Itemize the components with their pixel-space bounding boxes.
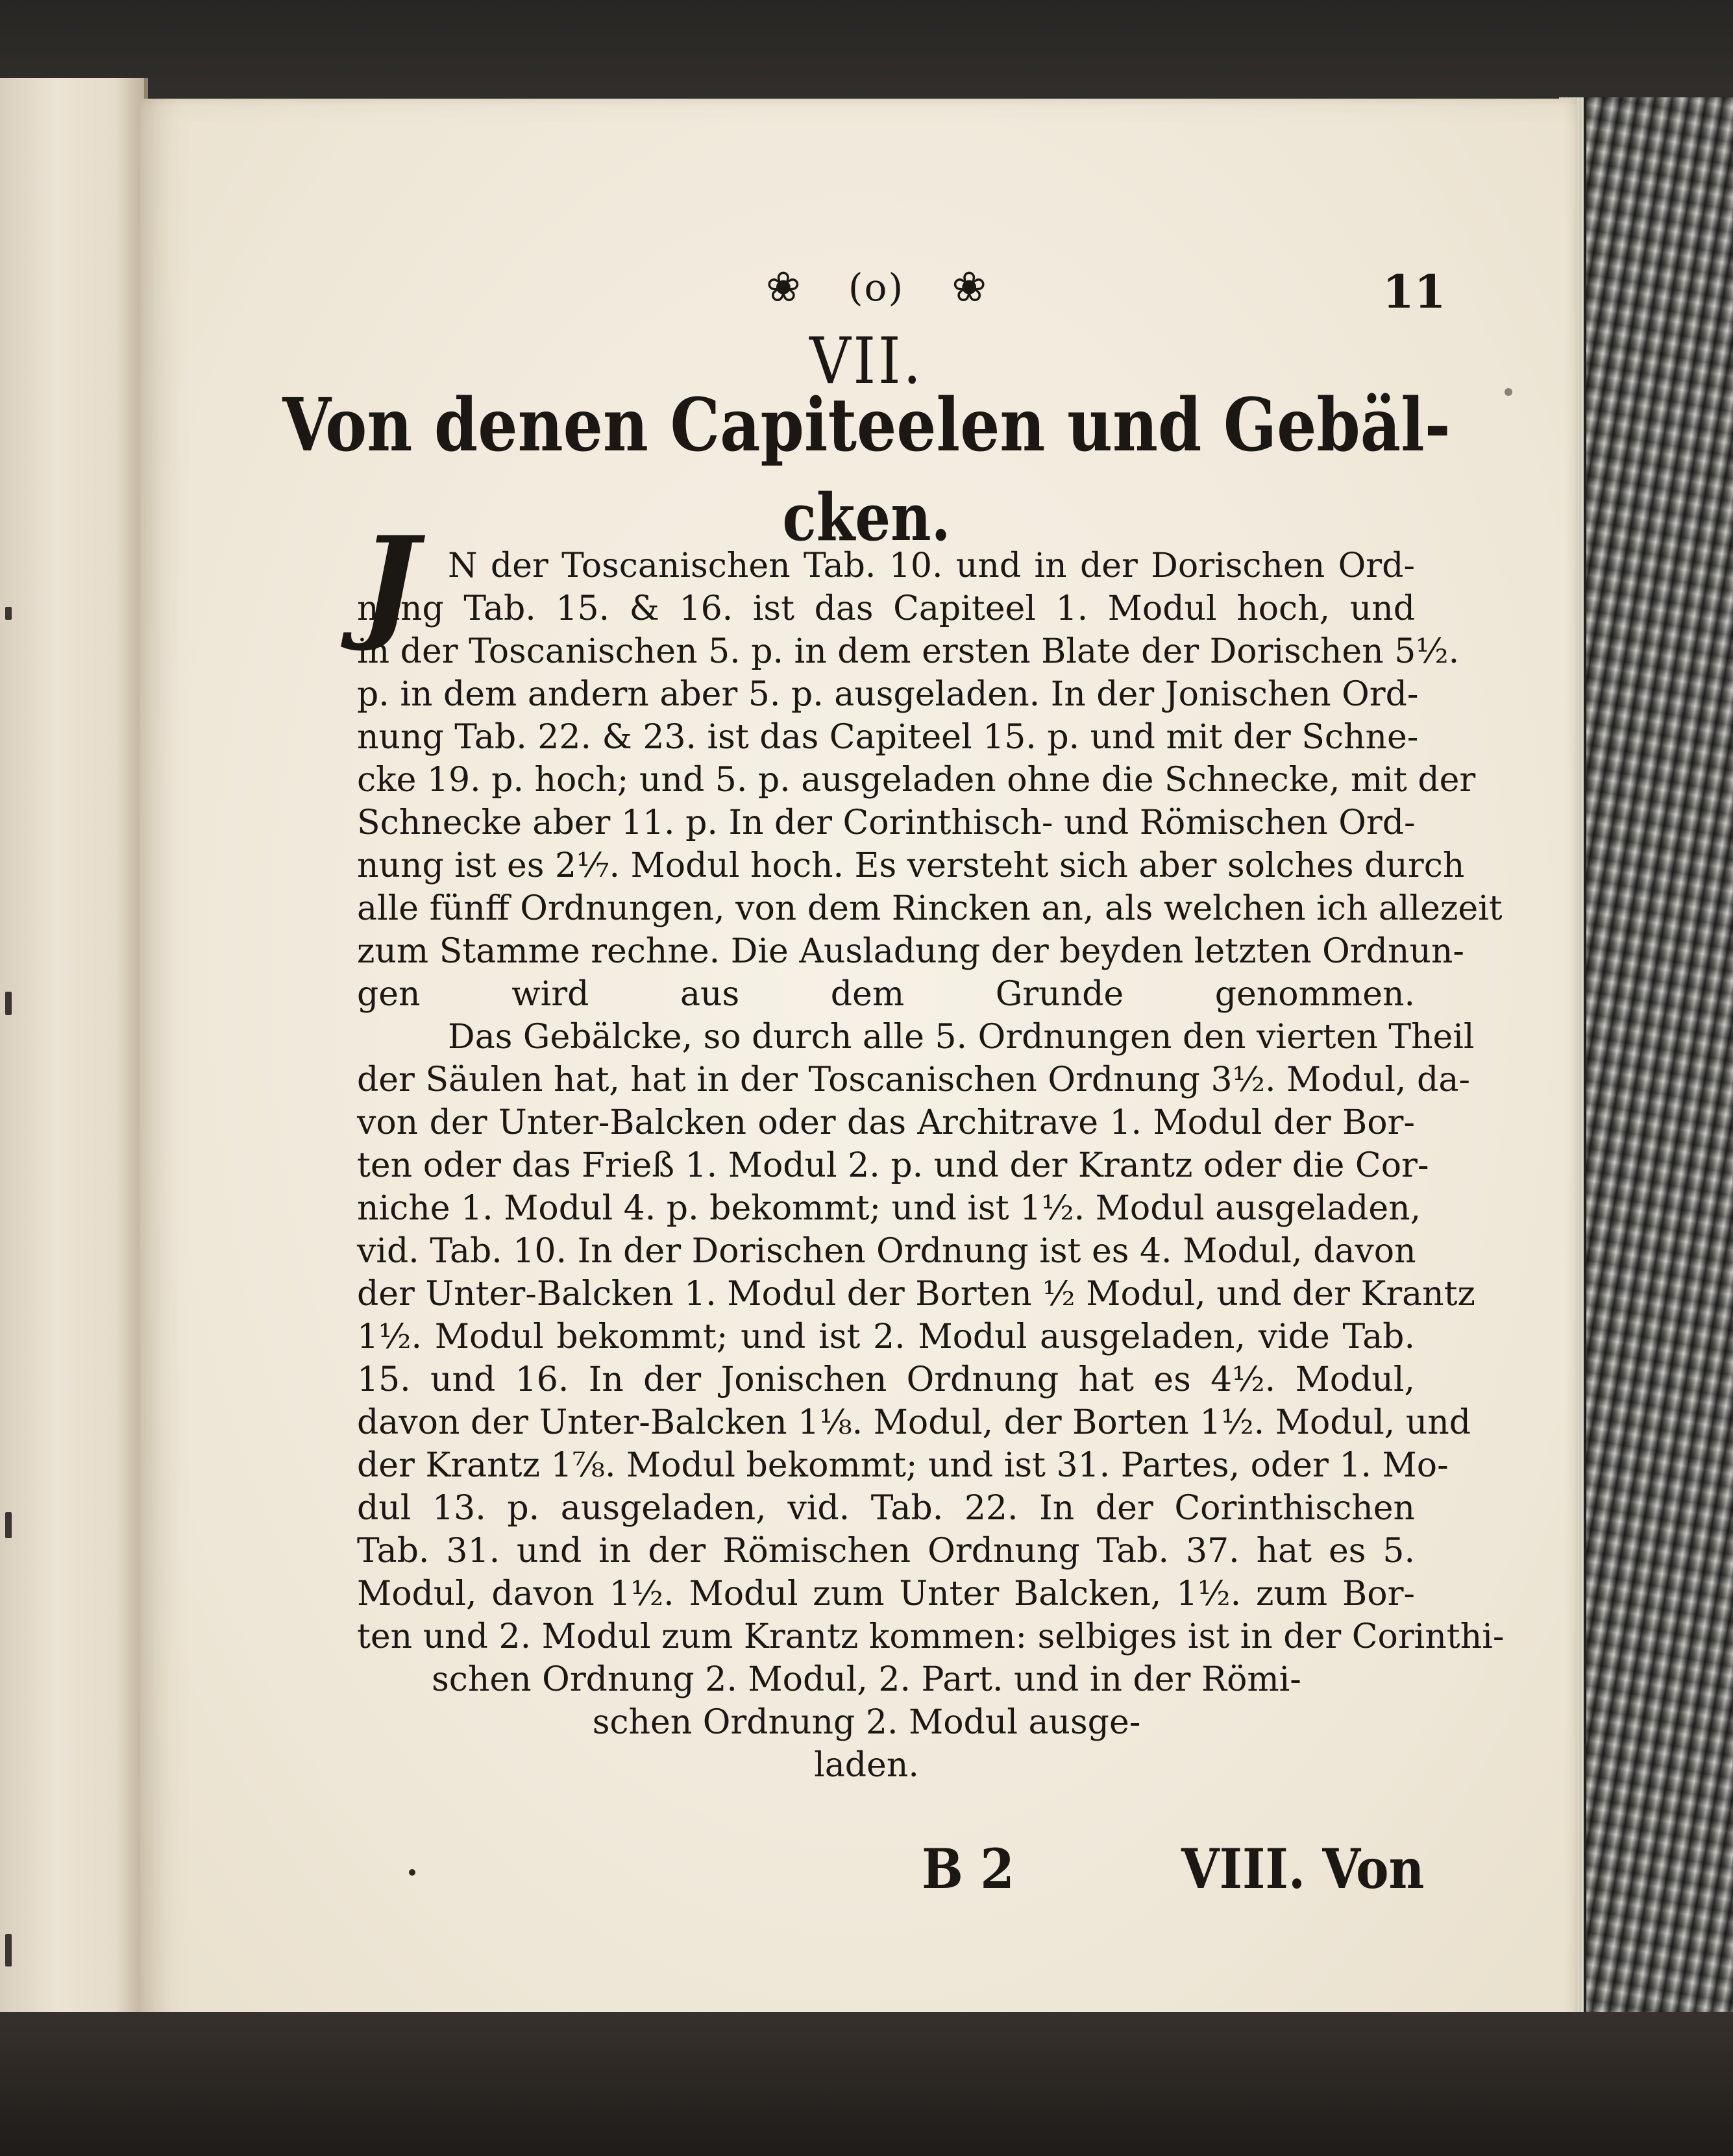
paragraph-line: laden.	[814, 1746, 919, 1785]
paragraph-line: in der Toscanischen 5. p. in dem ersten Blate der Dorischen 5½.	[357, 632, 1460, 671]
paragraph-line: der Krantz 1⅞. Modul bekommt; und ist 31. Partes, oder 1. Mo-	[357, 1446, 1449, 1485]
ink-speck	[409, 1869, 415, 1876]
drop-cap: J	[360, 509, 419, 654]
paragraph-line: Modul, davon 1½. Modul zum Unter Balcken, 1½. zum Bor-	[357, 1574, 1415, 1613]
paragraph-line: vid. Tab. 10. In der Dorischen Ordnung ist es 4. Modul, davon	[357, 1232, 1416, 1271]
paragraph-line: gen wird aus dem Grunde genommen.	[357, 975, 1415, 1014]
paragraph-line: niche 1. Modul 4. p. bekommt; und ist 1½. Modul ausgeladen,	[357, 1189, 1421, 1228]
catchword: VIII. Von	[1181, 1837, 1425, 1901]
paragraph-line: davon der Unter-Balcken 1⅛. Modul, der Borten 1½. Modul, und	[357, 1403, 1471, 1442]
flower-ornament-icon: ❀	[766, 263, 801, 312]
running-header	[766, 258, 987, 317]
signature-mark: B 2	[922, 1837, 1014, 1901]
background-shadow	[0, 2012, 1733, 2156]
paragraph-line: nung Tab. 15. & 16. ist das Capiteel 1. Modul hoch, und	[357, 589, 1415, 628]
page-number: 11	[1383, 265, 1446, 319]
chapter-title-line-1: Von denen Capiteelen und Gebäl-	[282, 383, 1451, 468]
left-page-mark	[5, 607, 12, 620]
paragraph-line: der Säulen hat, hat in der Toscanischen Ordnung 3½. Modul, da-	[357, 1060, 1470, 1099]
left-page-mark	[5, 1934, 12, 1966]
paragraph-line: ten oder das Frieß 1. Modul 2. p. und der Krantz oder die Cor-	[357, 1146, 1429, 1185]
paragraph-line: dul 13. p. ausgeladen, vid. Tab. 22. In der Corinthischen	[357, 1489, 1415, 1528]
ink-speck	[1505, 388, 1512, 396]
paragraph-line: nung ist es 2⅐. Modul hoch. Es versteht sich aber solches durch	[357, 846, 1465, 885]
paragraph-line: schen Ordnung 2. Modul ausge-	[592, 1703, 1141, 1742]
chapter-number: VII.	[809, 325, 924, 398]
paragraph-line: cke 19. p. hoch; und 5. p. ausgeladen ohne die Schnecke, mit der	[357, 761, 1476, 800]
chapter-title-line-2: cken.	[782, 479, 951, 556]
paragraph-line: N der Toscanischen Tab. 10. und in der Dorischen Ord-	[448, 546, 1415, 585]
paragraph-line: alle fünff Ordnungen, von dem Rincken an, als welchen ich allezeit	[357, 889, 1503, 928]
paragraph-line: Das Gebälcke, so durch alle 5. Ordnungen den vierten Theil	[448, 1018, 1475, 1057]
left-page-mark	[5, 1512, 12, 1538]
paragraph-line: p. in dem andern aber 5. p. ausgeladen. In der Jonischen Ord-	[357, 675, 1419, 714]
paragraph-line: ten und 2. Modul zum Krantz kommen: selbiges ist in der Corinthi-	[357, 1617, 1505, 1656]
paragraph-line: zum Stamme rechne. Die Ausladung der beyden letzten Ordnun-	[357, 932, 1464, 971]
left-page-mark	[5, 992, 12, 1015]
paragraph-line: der Unter-Balcken 1. Modul der Borten ½ Modul, und der Krantz	[357, 1275, 1475, 1314]
flower-ornament-icon: ❀	[952, 263, 987, 312]
paragraph-line: schen Ordnung 2. Modul, 2. Part. und in der Römi-	[432, 1660, 1301, 1699]
paragraph-line: 15. und 16. In der Jonischen Ordnung hat es 4½. Modul,	[357, 1360, 1415, 1399]
paragraph-line: Tab. 31. und in der Römischen Ordnung Tab. 37. hat es 5.	[357, 1532, 1415, 1571]
paragraph-line: von der Unter-Balcken oder das Architrave 1. Modul der Bor-	[357, 1103, 1415, 1142]
paragraph-line: nung Tab. 22. & 23. ist das Capiteel 15. p. und mit der Schne-	[357, 718, 1419, 757]
paragraph-line: 1½. Modul bekommt; und ist 2. Modul ausgeladen, vide Tab.	[357, 1317, 1415, 1356]
header-mark: (o)	[848, 265, 905, 310]
paragraph-line: Schnecke aber 11. p. In der Corinthisch- und Römischen Ord-	[357, 803, 1416, 842]
